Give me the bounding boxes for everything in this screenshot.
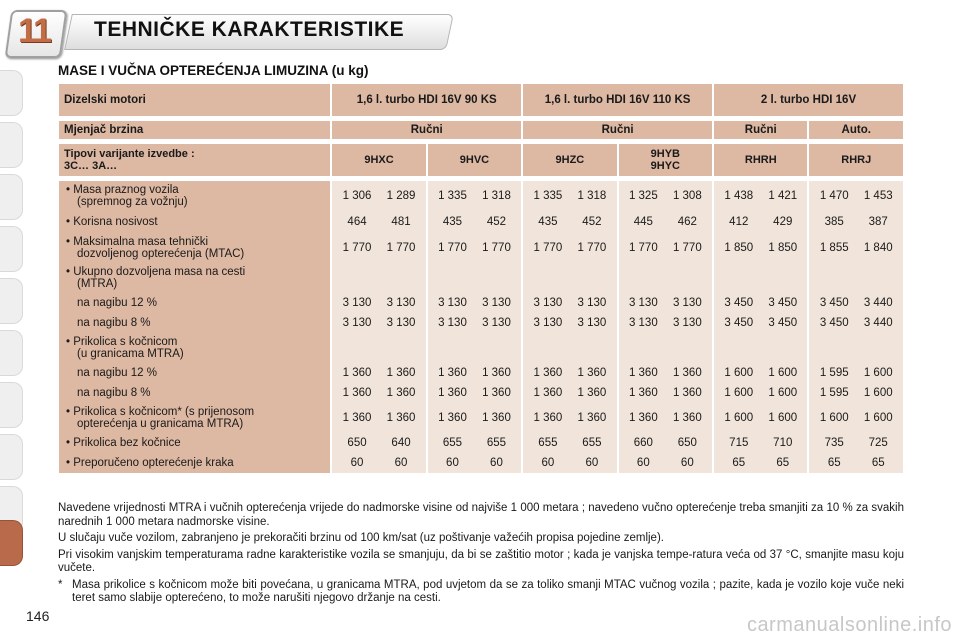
value: 1 360 bbox=[386, 367, 416, 379]
row-label-line: • Prikolica s kočnicom* (s prijenosom bbox=[66, 406, 255, 418]
value: 1 360 bbox=[533, 367, 563, 379]
value-cell bbox=[428, 333, 521, 363]
value-cell bbox=[714, 313, 807, 333]
type-header: RHRH bbox=[714, 144, 807, 176]
value: 65 bbox=[827, 457, 841, 469]
note-temperature: Pri visokim vanjskim temperaturama radne karakteristike vozila se smanjuju, da bi se zaštitio motor ; kada je vanjska tempe-ratura veća od 37 °C, smanjite masu koju vučete. bbox=[58, 548, 904, 574]
value-cell bbox=[809, 433, 903, 453]
value-cell bbox=[523, 233, 616, 263]
value: 1 335 bbox=[533, 190, 563, 202]
row-label-line: dozvoljenog opterećenja (MTAC) bbox=[77, 248, 245, 260]
chapter-tabs bbox=[0, 60, 30, 620]
value: 412 bbox=[729, 216, 749, 228]
value-cell bbox=[809, 263, 903, 293]
value: 3 130 bbox=[342, 317, 372, 329]
value: 1 318 bbox=[577, 190, 607, 202]
row-label-line: • Korisna nosivost bbox=[66, 216, 158, 228]
value: 3 450 bbox=[724, 317, 754, 329]
value: 65 bbox=[871, 457, 885, 469]
value: 1 850 bbox=[724, 242, 754, 254]
value-cell bbox=[523, 293, 616, 313]
row-label bbox=[59, 403, 330, 433]
value-cell bbox=[714, 403, 807, 433]
value: 1 600 bbox=[768, 387, 798, 399]
value: 3 130 bbox=[438, 297, 467, 309]
value-cell bbox=[523, 403, 616, 433]
value: 1 360 bbox=[533, 412, 563, 424]
row-label-line: na nagibu 8 % bbox=[77, 317, 151, 329]
type-header: 9HZC bbox=[523, 144, 616, 176]
value-cell bbox=[714, 453, 807, 473]
row-label bbox=[59, 293, 330, 313]
type-header-line: 9HYC bbox=[650, 160, 680, 172]
value-cell bbox=[428, 211, 521, 233]
value: 1 600 bbox=[819, 412, 849, 424]
value-cell bbox=[809, 313, 903, 333]
value: 655 bbox=[582, 437, 602, 449]
value-cell bbox=[428, 313, 521, 333]
row-label-line: na nagibu 12 % bbox=[77, 367, 157, 379]
row-label bbox=[59, 383, 330, 403]
value: 65 bbox=[732, 457, 746, 469]
value: 3 130 bbox=[386, 317, 416, 329]
value-cell bbox=[428, 453, 521, 473]
footnote-mark: * bbox=[58, 578, 63, 591]
type-header: 9HXC bbox=[332, 144, 425, 176]
value: 1 360 bbox=[386, 412, 416, 424]
value-cell bbox=[809, 211, 903, 233]
motor-header: 1,6 l. turbo HDI 16V 90 KS bbox=[332, 84, 521, 116]
value-cell bbox=[523, 433, 616, 453]
gearbox-label: Mjenjač brzina bbox=[59, 121, 330, 139]
value: 462 bbox=[677, 216, 697, 228]
value-cell bbox=[619, 403, 712, 433]
value: 715 bbox=[729, 437, 749, 449]
row-label bbox=[59, 363, 330, 383]
table-row bbox=[59, 433, 903, 453]
value: 660 bbox=[633, 437, 653, 449]
table-row bbox=[59, 333, 903, 363]
value-cell bbox=[619, 433, 712, 453]
value-cell bbox=[619, 263, 712, 293]
row-label-line: opterećenja u granicama MTRA) bbox=[77, 418, 244, 430]
motor-header: 1,6 l. turbo HDI 16V 110 KS bbox=[523, 84, 712, 116]
value: 3 130 bbox=[577, 317, 607, 329]
value-cell bbox=[809, 333, 903, 363]
value: 1 360 bbox=[533, 387, 563, 399]
value: 1 360 bbox=[482, 412, 511, 424]
value-cell bbox=[619, 233, 712, 263]
value-cell bbox=[332, 433, 425, 453]
value-cell bbox=[809, 383, 903, 403]
gearbox-row bbox=[59, 121, 903, 139]
chapter-tab[interactable] bbox=[0, 70, 23, 116]
value: 1 360 bbox=[482, 367, 511, 379]
type-header bbox=[619, 144, 712, 176]
table-row bbox=[59, 263, 903, 293]
value-cell bbox=[332, 233, 425, 263]
type-header: RHRJ bbox=[809, 144, 903, 176]
value: 735 bbox=[824, 437, 844, 449]
value-cell bbox=[523, 453, 616, 473]
value: 1 360 bbox=[438, 367, 467, 379]
value: 3 130 bbox=[628, 297, 658, 309]
value: 1 308 bbox=[672, 190, 702, 202]
value-cell bbox=[714, 333, 807, 363]
value: 60 bbox=[636, 457, 650, 469]
chapter-tab[interactable] bbox=[0, 174, 23, 220]
value: 60 bbox=[446, 457, 459, 469]
note-speed: U slučaju vuče vozilom, zabranjeno je prekoračiti brzinu od 100 km/sat (uz poštivanje važećih propisa pojedine zemlje). bbox=[58, 532, 664, 544]
value-cell bbox=[714, 233, 807, 263]
row-label-line: • Ukupno dozvoljena masa na cesti bbox=[66, 266, 246, 278]
value: 650 bbox=[347, 437, 367, 449]
row-label bbox=[59, 233, 330, 263]
value: 3 450 bbox=[819, 317, 849, 329]
value-cell bbox=[332, 383, 425, 403]
value-cell bbox=[332, 293, 425, 313]
chapter-tab[interactable] bbox=[0, 278, 23, 324]
value-cell bbox=[428, 433, 521, 453]
chapter-number: 11 bbox=[18, 12, 50, 50]
row-label bbox=[59, 433, 330, 453]
row-label-line: • Masa praznog vozila bbox=[66, 184, 179, 196]
value-cell bbox=[428, 383, 521, 403]
row-label-line: • Preporučeno opterećenje kraka bbox=[66, 457, 234, 469]
value-cell bbox=[714, 433, 807, 453]
value: 481 bbox=[391, 216, 411, 228]
value: 1 360 bbox=[438, 387, 467, 399]
chapter-tab[interactable] bbox=[0, 226, 23, 272]
value: 60 bbox=[585, 457, 599, 469]
value: 725 bbox=[868, 437, 888, 449]
value: 1 325 bbox=[628, 190, 658, 202]
value: 435 bbox=[442, 216, 463, 228]
footnote bbox=[58, 579, 904, 606]
value-cell bbox=[619, 211, 712, 233]
value-cell bbox=[619, 293, 712, 313]
value-cell bbox=[523, 363, 616, 383]
chapter-tab[interactable] bbox=[0, 330, 23, 376]
section-title: MASE I VUČNA OPTEREĆENJA LIMUZINA (u kg) bbox=[58, 63, 369, 78]
types-row bbox=[59, 144, 903, 176]
gearbox-header: Ručni bbox=[714, 121, 807, 139]
value-cell bbox=[809, 181, 903, 211]
value: 452 bbox=[582, 216, 602, 228]
value: 1 360 bbox=[628, 367, 658, 379]
types-label-line2: 3C… 3A… bbox=[64, 160, 118, 172]
value-cell bbox=[332, 403, 425, 433]
value: 1 360 bbox=[342, 412, 372, 424]
table-row bbox=[59, 453, 903, 473]
value: 1 318 bbox=[482, 190, 511, 202]
value: 1 360 bbox=[628, 387, 658, 399]
value: 3 130 bbox=[438, 317, 467, 329]
chapter-tab[interactable] bbox=[0, 434, 23, 480]
table-row bbox=[59, 313, 903, 333]
row-label-line: • Prikolica s kočnicom bbox=[66, 336, 178, 348]
value-cell bbox=[809, 293, 903, 313]
row-label-line: na nagibu 12 % bbox=[77, 297, 157, 309]
value: 1 855 bbox=[819, 242, 849, 254]
value: 3 130 bbox=[482, 317, 511, 329]
watermark: carmanualsonline.info bbox=[746, 614, 952, 636]
value: 1 360 bbox=[577, 367, 607, 379]
row-label bbox=[59, 453, 330, 473]
value: 1 360 bbox=[672, 367, 702, 379]
type-header: 9HVC bbox=[428, 144, 521, 176]
motor-header: 2 l. turbo HDI 16V bbox=[714, 84, 903, 116]
value: 435 bbox=[538, 216, 558, 228]
page-number: 146 bbox=[26, 608, 50, 624]
table-row bbox=[59, 293, 903, 313]
value-cell bbox=[428, 363, 521, 383]
value: 640 bbox=[391, 437, 411, 449]
value-cell bbox=[714, 293, 807, 313]
value: 1 840 bbox=[863, 242, 893, 254]
value-cell bbox=[809, 363, 903, 383]
value-cell bbox=[332, 211, 425, 233]
value-cell bbox=[809, 453, 903, 473]
value: 1 770 bbox=[342, 242, 372, 254]
value: 1 600 bbox=[863, 412, 893, 424]
value: 1 360 bbox=[672, 387, 702, 399]
chapter-title: TEHNIČKE KARAKTERISTIKE bbox=[94, 18, 405, 41]
value: 1 600 bbox=[724, 387, 754, 399]
value: 1 438 bbox=[724, 190, 754, 202]
value: 1 595 bbox=[819, 367, 849, 379]
value-cell bbox=[523, 313, 616, 333]
value: 1 595 bbox=[819, 387, 849, 399]
value: 1 600 bbox=[724, 412, 754, 424]
value: 60 bbox=[680, 457, 694, 469]
value: 3 130 bbox=[533, 297, 563, 309]
chapter-tab-active[interactable] bbox=[0, 520, 23, 566]
value-cell bbox=[523, 211, 616, 233]
motors-row bbox=[59, 84, 903, 116]
value-cell bbox=[619, 313, 712, 333]
value: 3 130 bbox=[577, 297, 607, 309]
value: 3 130 bbox=[628, 317, 658, 329]
chapter-tab[interactable] bbox=[0, 122, 23, 168]
row-label-line: (spremnog za vožnju) bbox=[77, 196, 188, 208]
value-cell bbox=[523, 181, 616, 211]
value: 655 bbox=[442, 437, 463, 449]
value: 1 600 bbox=[863, 387, 893, 399]
value-cell bbox=[332, 181, 425, 211]
value-cell bbox=[332, 363, 425, 383]
value-cell bbox=[714, 181, 807, 211]
value-cell bbox=[809, 403, 903, 433]
value-cell bbox=[619, 383, 712, 403]
value-cell bbox=[619, 453, 712, 473]
value: 3 440 bbox=[863, 317, 893, 329]
value: 650 bbox=[677, 437, 697, 449]
value: 60 bbox=[350, 457, 364, 469]
value: 429 bbox=[773, 216, 793, 228]
value: 1 421 bbox=[768, 190, 798, 202]
value: 3 130 bbox=[672, 297, 702, 309]
spec-table bbox=[57, 84, 905, 473]
row-label bbox=[59, 333, 330, 363]
value-cell bbox=[809, 233, 903, 263]
value-cell bbox=[428, 293, 521, 313]
chapter-tab[interactable] bbox=[0, 382, 23, 428]
value: 1 360 bbox=[342, 387, 372, 399]
value: 1 360 bbox=[577, 387, 607, 399]
value: 3 130 bbox=[386, 297, 416, 309]
table-row bbox=[59, 403, 903, 433]
value: 1 306 bbox=[342, 190, 372, 202]
table-row bbox=[59, 233, 903, 263]
value: 1 850 bbox=[768, 242, 798, 254]
value-cell bbox=[714, 383, 807, 403]
value: 1 360 bbox=[482, 387, 511, 399]
value: 1 770 bbox=[386, 242, 416, 254]
value-cell bbox=[714, 363, 807, 383]
value: 3 440 bbox=[863, 297, 893, 309]
value-cell bbox=[523, 383, 616, 403]
row-label bbox=[59, 263, 330, 293]
row-label-line: • Prikolica bez kočnice bbox=[66, 437, 181, 449]
value: 1 770 bbox=[533, 242, 563, 254]
value-cell bbox=[619, 333, 712, 363]
value: 1 600 bbox=[768, 367, 798, 379]
value: 655 bbox=[538, 437, 558, 449]
value: 1 360 bbox=[628, 412, 658, 424]
value-cell bbox=[332, 313, 425, 333]
value-cell bbox=[428, 181, 521, 211]
row-label-line: (MTRA) bbox=[77, 278, 118, 290]
value: 385 bbox=[824, 216, 844, 228]
table-row bbox=[59, 181, 903, 211]
value: 1 335 bbox=[438, 190, 467, 202]
value-cell bbox=[523, 263, 616, 293]
gearbox-header: Auto. bbox=[809, 121, 903, 139]
value: 1 770 bbox=[438, 242, 467, 254]
note-altitude: Navedene vrijednosti MTRA i vučnih opterećenja vrijede do nadmorske visine od najviše 1 000 metara ; navedeno vučno opterećenje treba smanjiti za 10 % za svakih narednih 1 000 metara nadmorske visine. bbox=[58, 502, 904, 528]
value: 655 bbox=[486, 437, 507, 449]
value: 1 770 bbox=[482, 242, 511, 254]
value: 452 bbox=[486, 216, 507, 228]
value: 1 453 bbox=[863, 190, 893, 202]
value: 1 289 bbox=[386, 190, 416, 202]
value: 1 770 bbox=[672, 242, 702, 254]
types-label bbox=[59, 144, 330, 176]
gearbox-header: Ručni bbox=[523, 121, 712, 139]
value: 1 770 bbox=[577, 242, 607, 254]
value: 3 450 bbox=[819, 297, 849, 309]
value-cell bbox=[619, 363, 712, 383]
spec-table-body bbox=[59, 181, 903, 473]
value: 1 360 bbox=[342, 367, 372, 379]
value: 60 bbox=[490, 457, 503, 469]
value: 3 130 bbox=[342, 297, 372, 309]
motors-label: Dizelski motori bbox=[59, 84, 330, 116]
type-header-line: 9HYB bbox=[650, 148, 680, 160]
value: 1 360 bbox=[386, 387, 416, 399]
row-label-line: (u granicama MTRA) bbox=[77, 348, 184, 360]
value: 3 450 bbox=[724, 297, 754, 309]
gearbox-header: Ručni bbox=[332, 121, 521, 139]
value: 3 130 bbox=[533, 317, 563, 329]
value-cell bbox=[332, 263, 425, 293]
value: 1 600 bbox=[724, 367, 754, 379]
table-row bbox=[59, 383, 903, 403]
value: 1 470 bbox=[819, 190, 849, 202]
value-cell bbox=[619, 181, 712, 211]
value: 1 360 bbox=[672, 412, 702, 424]
value-cell bbox=[428, 233, 521, 263]
footnote-text: Masa prikolice s kočnicom može biti povećana, u granicama MTRA, pod uvjetom da se za toliko smanji MTAC vučnog vozila ; pazite, kada je vozilo koje vuče neki teret samo slabije opterećeno, to može narušiti njegovo držanje na cesti. bbox=[72, 578, 904, 604]
value-cell bbox=[428, 263, 521, 293]
row-label bbox=[59, 313, 330, 333]
value: 445 bbox=[633, 216, 653, 228]
value: 1 600 bbox=[863, 367, 893, 379]
table-row bbox=[59, 363, 903, 383]
table-row bbox=[59, 211, 903, 233]
value: 1 770 bbox=[628, 242, 658, 254]
value: 1 600 bbox=[768, 412, 798, 424]
value: 3 450 bbox=[768, 317, 798, 329]
value: 65 bbox=[776, 457, 790, 469]
value: 464 bbox=[347, 216, 367, 228]
types-label-line1: Tipovi varijante izvedbe : bbox=[64, 148, 195, 160]
value: 1 360 bbox=[438, 412, 467, 424]
value: 60 bbox=[394, 457, 408, 469]
row-label-line: • Maksimalna masa tehnički bbox=[66, 236, 209, 248]
row-label bbox=[59, 181, 330, 211]
row-label-line: na nagibu 8 % bbox=[77, 387, 151, 399]
value-cell bbox=[428, 403, 521, 433]
value-cell bbox=[332, 333, 425, 363]
value: 3 450 bbox=[768, 297, 798, 309]
value: 3 130 bbox=[672, 317, 702, 329]
value-cell bbox=[332, 453, 425, 473]
row-label bbox=[59, 211, 330, 233]
value: 387 bbox=[868, 216, 888, 228]
value-cell bbox=[714, 263, 807, 293]
value: 710 bbox=[773, 437, 793, 449]
value-cell bbox=[714, 211, 807, 233]
notes bbox=[58, 502, 904, 606]
value: 60 bbox=[541, 457, 555, 469]
value-cell bbox=[523, 333, 616, 363]
value: 3 130 bbox=[482, 297, 511, 309]
value: 1 360 bbox=[577, 412, 607, 424]
